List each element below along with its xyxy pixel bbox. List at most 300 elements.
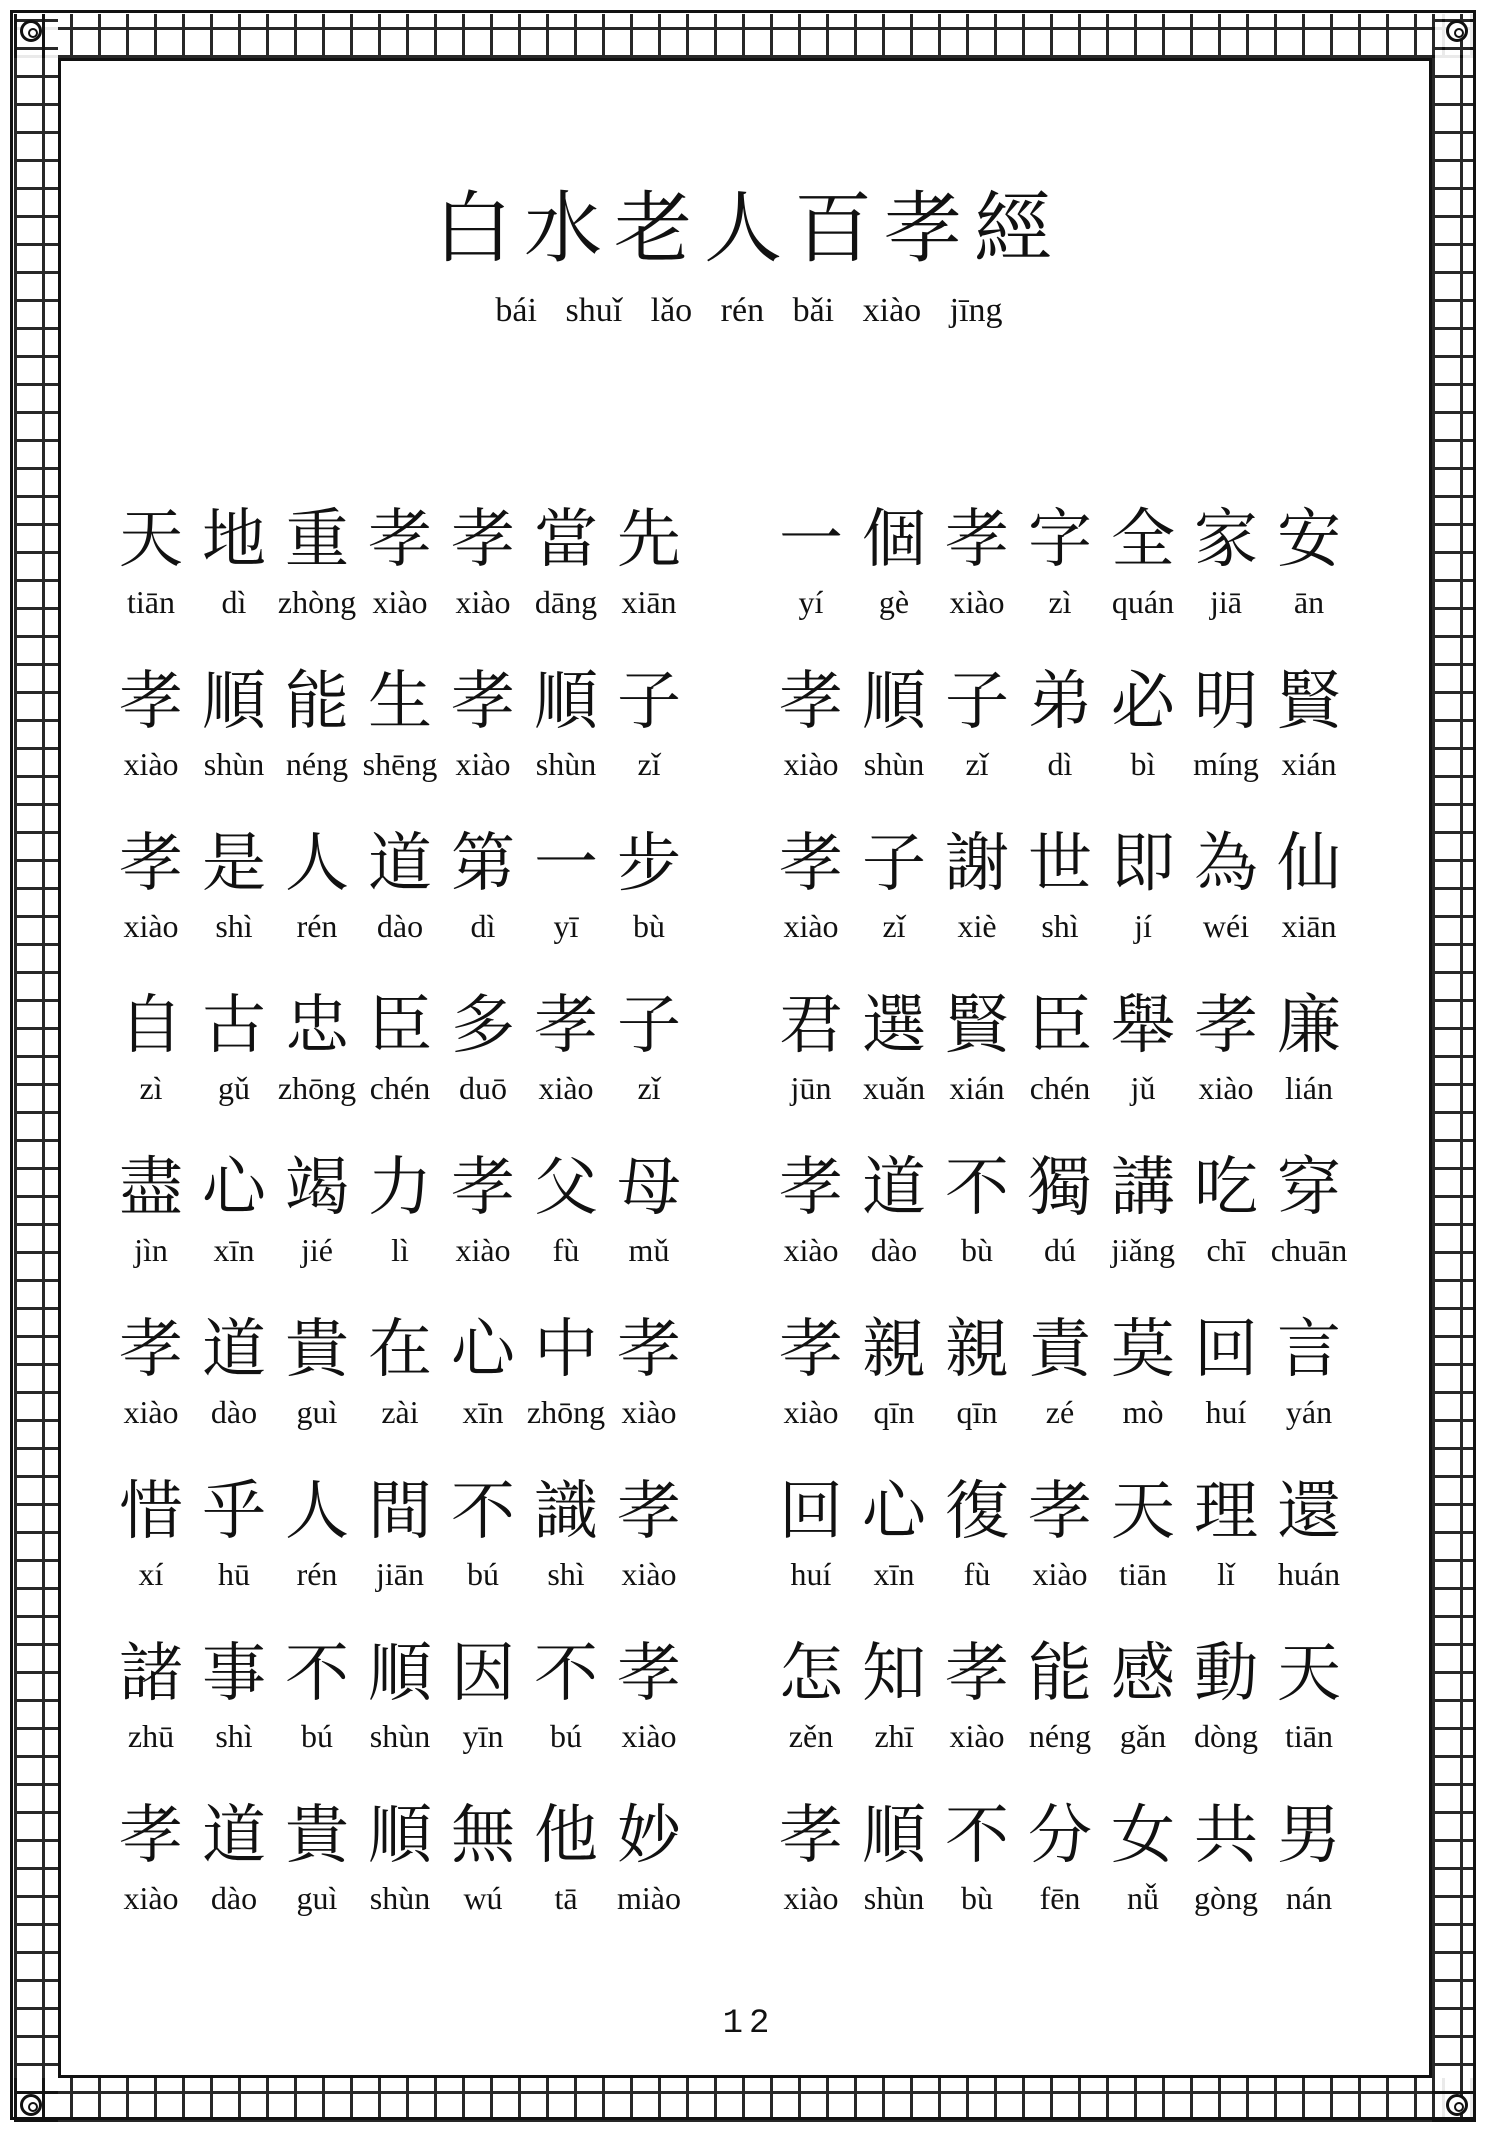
verse-line xyxy=(770,986,1390,1148)
pinyin-syllable: zhū xyxy=(127,1718,175,1754)
pinyin-syllable: xiào xyxy=(123,1394,179,1430)
pinyin-syllable: nán xyxy=(1285,1880,1333,1916)
verse-hanzi xyxy=(110,824,690,904)
pinyin-syllable: dòng xyxy=(1194,1718,1258,1754)
hanzi-character: 講 xyxy=(1111,1151,1175,1225)
pinyin-syllable: bú xyxy=(467,1556,499,1592)
verse-line xyxy=(110,1310,770,1472)
pinyin-syllable: xiào xyxy=(1032,1556,1088,1592)
hanzi-character: 竭 xyxy=(285,1151,349,1225)
verse-pinyin xyxy=(110,744,690,784)
pinyin-syllable: hū xyxy=(218,1556,250,1592)
pinyin-syllable: huí xyxy=(790,1556,832,1592)
hanzi-character: 孝 xyxy=(1194,989,1258,1063)
hanzi-character: 孝 xyxy=(617,1475,681,1549)
hanzi-character: 地 xyxy=(202,503,266,577)
hanzi-character: 孝 xyxy=(451,1151,515,1225)
hanzi-character: 家 xyxy=(1194,503,1258,577)
pinyin-syllable: dào xyxy=(870,1232,918,1268)
hanzi-character: 諸 xyxy=(119,1637,183,1711)
hanzi-character: 孝 xyxy=(617,1637,681,1711)
hanzi-character: 步 xyxy=(617,827,681,901)
hanzi-character: 生 xyxy=(368,665,432,739)
pinyin-syllable: shùn xyxy=(863,746,925,782)
hanzi-character: 廉 xyxy=(1277,989,1341,1063)
pinyin-syllable: shēng xyxy=(362,746,438,782)
verse-hanzi xyxy=(110,1310,690,1390)
pinyin-syllable: huán xyxy=(1277,1556,1341,1592)
pinyin-syllable: jūn xyxy=(790,1070,832,1106)
pinyin-syllable: huí xyxy=(1205,1394,1247,1430)
pinyin-syllable: shùn xyxy=(369,1718,431,1754)
pinyin-syllable: xiào xyxy=(123,1880,179,1916)
pinyin-syllable: chuān xyxy=(1270,1232,1348,1268)
verse-pinyin xyxy=(770,1068,1350,1108)
pinyin-syllable: wéi xyxy=(1202,908,1250,944)
hanzi-character: 親 xyxy=(862,1313,926,1387)
page-title: 白水老人百孝經 xyxy=(433,184,1064,274)
hanzi-character: 道 xyxy=(202,1799,266,1873)
pinyin-syllable: xiào xyxy=(123,908,179,944)
hanzi-character: 先 xyxy=(617,503,681,577)
hanzi-character: 父 xyxy=(534,1151,598,1225)
hanzi-character: 孝 xyxy=(119,1313,183,1387)
verse-hanzi xyxy=(110,1148,690,1228)
hanzi-character: 在 xyxy=(368,1313,432,1387)
pinyin-syllable: lǐ xyxy=(1217,1556,1235,1592)
hanzi-character: 理 xyxy=(1194,1475,1258,1549)
hanzi-character: 孝 xyxy=(779,665,843,739)
hanzi-character: 感 xyxy=(1111,1637,1175,1711)
pinyin-syllable: gòng xyxy=(1194,1880,1258,1916)
pinyin-syllable: jiǎng xyxy=(1111,1232,1175,1268)
pinyin-syllable: shì xyxy=(1041,908,1079,944)
pinyin-syllable: xīn xyxy=(873,1556,915,1592)
pinyin-syllable: shùn xyxy=(369,1880,431,1916)
page-number: 12 xyxy=(722,2005,776,2043)
pinyin-syllable: xí xyxy=(138,1556,164,1592)
hanzi-character: 心 xyxy=(451,1313,515,1387)
hanzi-character: 個 xyxy=(862,503,926,577)
verse-hanzi xyxy=(110,662,690,742)
hanzi-character: 孝 xyxy=(368,503,432,577)
pinyin-syllable: fù xyxy=(963,1556,991,1592)
verse-pinyin xyxy=(770,1230,1350,1270)
hanzi-character: 即 xyxy=(1111,827,1175,901)
pinyin-syllable: xiào xyxy=(783,1232,839,1268)
verse-pinyin xyxy=(110,582,690,622)
hanzi-character: 仙 xyxy=(1277,827,1341,901)
hanzi-character: 賢 xyxy=(1277,665,1341,739)
hanzi-character: 君 xyxy=(779,989,843,1063)
hanzi-character: 心 xyxy=(862,1475,926,1549)
pinyin-syllable: jiān xyxy=(376,1556,424,1592)
hanzi-character: 順 xyxy=(368,1799,432,1873)
pinyin-syllable: xiào xyxy=(372,584,428,620)
pinyin-syllable: xiào xyxy=(783,908,839,944)
hanzi-character: 孝 xyxy=(945,503,1009,577)
hanzi-character: 順 xyxy=(202,665,266,739)
hanzi-character: 母 xyxy=(617,1151,681,1225)
pinyin-syllable: qīn xyxy=(873,1394,915,1430)
hanzi-character: 男 xyxy=(1277,1799,1341,1873)
pinyin-syllable: chén xyxy=(369,1070,431,1106)
hanzi-character: 人 xyxy=(285,827,349,901)
corner-ornament-icon xyxy=(20,2094,42,2116)
pinyin-syllable: bú xyxy=(550,1718,582,1754)
verse-pinyin xyxy=(770,1392,1350,1432)
pinyin-syllable: yī xyxy=(553,908,579,944)
verse-line xyxy=(110,824,770,986)
pinyin-syllable: rén xyxy=(296,1556,338,1592)
hanzi-character: 全 xyxy=(1111,503,1175,577)
pinyin-syllable: zhōng xyxy=(526,1394,606,1430)
hanzi-character: 親 xyxy=(945,1313,1009,1387)
pinyin-syllable: xiào xyxy=(455,746,511,782)
pinyin-syllable: dì xyxy=(1047,746,1073,782)
pinyin-syllable: chén xyxy=(1029,1070,1091,1106)
pinyin-syllable: shùn xyxy=(203,746,265,782)
pinyin-syllable: bú xyxy=(301,1718,333,1754)
pinyin-syllable: xiān xyxy=(1281,908,1337,944)
pinyin-syllable: tā xyxy=(554,1880,578,1916)
verse-hanzi xyxy=(770,1796,1350,1876)
hanzi-character: 子 xyxy=(617,989,681,1063)
pinyin-syllable: quán xyxy=(1111,584,1175,620)
hanzi-character: 孝 xyxy=(779,1151,843,1225)
hanzi-character: 順 xyxy=(862,1799,926,1873)
hanzi-character: 吃 xyxy=(1194,1151,1258,1225)
pinyin-syllable: dú xyxy=(1044,1232,1076,1268)
hanzi-character: 乎 xyxy=(202,1475,266,1549)
pinyin-syllable: bù xyxy=(633,908,665,944)
pinyin-syllable: zhī xyxy=(874,1718,914,1754)
page-title-pinyin: bái shuǐ lǎo rén bǎi xiào jīng xyxy=(495,292,1003,329)
hanzi-character: 穿 xyxy=(1277,1151,1341,1225)
hanzi-character: 重 xyxy=(285,503,349,577)
hanzi-character: 回 xyxy=(1194,1313,1258,1387)
pinyin-syllable: miào xyxy=(617,1880,681,1916)
hanzi-character: 他 xyxy=(534,1799,598,1873)
hanzi-character: 一 xyxy=(779,503,843,577)
verse-pinyin xyxy=(110,1878,690,1918)
pinyin-syllable: xiào xyxy=(949,1718,1005,1754)
hanzi-character: 孝 xyxy=(451,665,515,739)
hanzi-character: 間 xyxy=(368,1475,432,1549)
pinyin-syllable: xián xyxy=(1281,746,1337,782)
hanzi-character: 盡 xyxy=(119,1151,183,1225)
pinyin-syllable: zǐ xyxy=(965,746,989,782)
verse-grid xyxy=(110,500,1390,1960)
pinyin-syllable: yīn xyxy=(462,1718,504,1754)
verse-line xyxy=(770,1796,1390,1958)
hanzi-character: 孝 xyxy=(779,1799,843,1873)
pinyin-syllable: dāng xyxy=(534,584,598,620)
hanzi-character: 天 xyxy=(1277,1637,1341,1711)
hanzi-character: 選 xyxy=(862,989,926,1063)
verse-hanzi xyxy=(770,662,1350,742)
pinyin-syllable: jié xyxy=(301,1232,333,1268)
hanzi-character: 子 xyxy=(945,665,1009,739)
corner-ornament-icon xyxy=(1446,20,1468,42)
hanzi-character: 安 xyxy=(1277,503,1341,577)
verse-line xyxy=(770,662,1390,824)
pinyin-syllable: rén xyxy=(296,908,338,944)
pinyin-syllable: xiào xyxy=(783,1394,839,1430)
hanzi-character: 動 xyxy=(1194,1637,1258,1711)
hanzi-character: 子 xyxy=(862,827,926,901)
pinyin-syllable: xiào xyxy=(455,584,511,620)
hanzi-character: 惜 xyxy=(119,1475,183,1549)
hanzi-character: 弟 xyxy=(1028,665,1092,739)
hanzi-character: 世 xyxy=(1028,827,1092,901)
hanzi-character: 人 xyxy=(285,1475,349,1549)
hanzi-character: 不 xyxy=(285,1637,349,1711)
pinyin-syllable: gè xyxy=(878,584,910,620)
hanzi-character: 當 xyxy=(534,503,598,577)
hanzi-character: 天 xyxy=(119,503,183,577)
hanzi-character: 無 xyxy=(451,1799,515,1873)
hanzi-character: 忠 xyxy=(285,989,349,1063)
hanzi-character: 臣 xyxy=(368,989,432,1063)
hanzi-character: 貴 xyxy=(285,1313,349,1387)
verse-pinyin xyxy=(770,582,1350,622)
pinyin-syllable: xiào xyxy=(621,1718,677,1754)
verse-pinyin xyxy=(770,906,1350,946)
hanzi-character: 子 xyxy=(617,665,681,739)
hanzi-character: 莫 xyxy=(1111,1313,1175,1387)
hanzi-character: 共 xyxy=(1194,1799,1258,1873)
verse-line xyxy=(110,1148,770,1310)
pinyin-syllable: chī xyxy=(1206,1232,1246,1268)
pinyin-syllable: xiào xyxy=(783,746,839,782)
hanzi-character: 回 xyxy=(779,1475,843,1549)
verse-hanzi xyxy=(110,1472,690,1552)
pinyin-syllable: yí xyxy=(798,584,824,620)
hanzi-character: 復 xyxy=(945,1475,1009,1549)
pinyin-syllable: jí xyxy=(1134,908,1152,944)
pinyin-syllable: xīn xyxy=(213,1232,255,1268)
hanzi-character: 孝 xyxy=(119,827,183,901)
verse-pinyin xyxy=(110,1554,690,1594)
pinyin-syllable: xiào xyxy=(123,746,179,782)
verse-hanzi xyxy=(770,500,1350,580)
verse-hanzi xyxy=(770,1472,1350,1552)
hanzi-character: 多 xyxy=(451,989,515,1063)
hanzi-character: 道 xyxy=(862,1151,926,1225)
pinyin-syllable: xián xyxy=(949,1070,1005,1106)
hanzi-character: 一 xyxy=(534,827,598,901)
verse-pinyin xyxy=(770,1554,1350,1594)
pinyin-syllable: guì xyxy=(296,1880,338,1916)
hanzi-character: 心 xyxy=(202,1151,266,1225)
pinyin-syllable: bì xyxy=(1130,746,1156,782)
pinyin-syllable: dào xyxy=(210,1394,258,1430)
hanzi-character: 必 xyxy=(1111,665,1175,739)
hanzi-character: 字 xyxy=(1028,503,1092,577)
pinyin-syllable: dào xyxy=(210,1880,258,1916)
pinyin-syllable: ān xyxy=(1293,584,1325,620)
pinyin-syllable: guì xyxy=(296,1394,338,1430)
verse-pinyin xyxy=(770,1878,1350,1918)
pinyin-syllable: tiān xyxy=(127,584,175,620)
pinyin-syllable: tiān xyxy=(1119,1556,1167,1592)
hanzi-character: 道 xyxy=(202,1313,266,1387)
pinyin-syllable: zì xyxy=(139,1070,163,1106)
pinyin-syllable: xiè xyxy=(957,908,997,944)
pinyin-syllable: xiào xyxy=(783,1880,839,1916)
pinyin-syllable: zǐ xyxy=(637,1070,661,1106)
hanzi-character: 能 xyxy=(1028,1637,1092,1711)
hanzi-character: 知 xyxy=(862,1637,926,1711)
hanzi-character: 順 xyxy=(534,665,598,739)
hanzi-character: 不 xyxy=(451,1475,515,1549)
pinyin-syllable: xiào xyxy=(455,1232,511,1268)
pinyin-syllable: xīn xyxy=(462,1394,504,1430)
verse-line xyxy=(110,500,770,662)
pinyin-syllable: xiào xyxy=(621,1394,677,1430)
pinyin-syllable: dì xyxy=(470,908,496,944)
pinyin-syllable: bù xyxy=(961,1232,993,1268)
hanzi-character: 獨 xyxy=(1028,1151,1092,1225)
verse-pinyin xyxy=(770,744,1350,784)
verse-pinyin xyxy=(770,1716,1350,1756)
verse-pinyin xyxy=(110,906,690,946)
hanzi-character: 因 xyxy=(451,1637,515,1711)
pinyin-syllable: zěn xyxy=(788,1718,834,1754)
pinyin-syllable: xuǎn xyxy=(862,1070,926,1106)
hanzi-character: 道 xyxy=(368,827,432,901)
pinyin-syllable: duō xyxy=(459,1070,507,1106)
hanzi-character: 識 xyxy=(534,1475,598,1549)
verse-pinyin xyxy=(110,1716,690,1756)
hanzi-character: 孝 xyxy=(119,665,183,739)
verse-line xyxy=(110,662,770,824)
verse-hanzi xyxy=(770,824,1350,904)
pinyin-syllable: zǐ xyxy=(882,908,906,944)
verse-hanzi xyxy=(110,986,690,1066)
verse-line xyxy=(770,500,1390,662)
hanzi-character: 中 xyxy=(534,1313,598,1387)
hanzi-character: 孝 xyxy=(451,503,515,577)
verse-line xyxy=(770,1634,1390,1796)
hanzi-character: 責 xyxy=(1028,1313,1092,1387)
hanzi-character: 孝 xyxy=(779,827,843,901)
hanzi-character: 是 xyxy=(202,827,266,901)
pinyin-syllable: gǔ xyxy=(218,1070,250,1106)
hanzi-character: 為 xyxy=(1194,827,1258,901)
pinyin-syllable: xiān xyxy=(621,584,677,620)
hanzi-character: 貴 xyxy=(285,1799,349,1873)
verse-hanzi xyxy=(770,1634,1350,1714)
pinyin-syllable: shì xyxy=(215,908,253,944)
hanzi-character: 第 xyxy=(451,827,515,901)
verse-pinyin xyxy=(110,1230,690,1270)
pinyin-syllable: zé xyxy=(1045,1394,1075,1430)
pinyin-syllable: shì xyxy=(215,1718,253,1754)
pinyin-syllable: mò xyxy=(1122,1394,1164,1430)
verse-line xyxy=(770,1148,1390,1310)
hanzi-character: 孝 xyxy=(1028,1475,1092,1549)
pinyin-syllable: zài xyxy=(381,1394,419,1430)
pinyin-syllable: xiào xyxy=(538,1070,594,1106)
hanzi-character: 臣 xyxy=(1028,989,1092,1063)
hanzi-character: 舉 xyxy=(1111,989,1175,1063)
verse-line xyxy=(770,1472,1390,1634)
verse-line xyxy=(110,1634,770,1796)
hanzi-character: 孝 xyxy=(534,989,598,1063)
hanzi-character: 賢 xyxy=(945,989,1009,1063)
hanzi-character: 孝 xyxy=(617,1313,681,1387)
verse-pinyin xyxy=(110,1068,690,1108)
verse-line xyxy=(110,1796,770,1958)
hanzi-character: 孝 xyxy=(779,1313,843,1387)
verse-pinyin xyxy=(110,1392,690,1432)
hanzi-character: 分 xyxy=(1028,1799,1092,1873)
hanzi-character: 怎 xyxy=(779,1637,843,1711)
pinyin-syllable: tiān xyxy=(1285,1718,1333,1754)
pinyin-syllable: lián xyxy=(1285,1070,1333,1106)
hanzi-character: 順 xyxy=(862,665,926,739)
pinyin-syllable: xiào xyxy=(1198,1070,1254,1106)
hanzi-character: 力 xyxy=(368,1151,432,1225)
pinyin-syllable: mǔ xyxy=(628,1232,670,1268)
corner-ornament-icon xyxy=(20,20,42,42)
pinyin-syllable: fù xyxy=(552,1232,580,1268)
pinyin-syllable: nǚ xyxy=(1127,1880,1159,1916)
hanzi-character: 妙 xyxy=(617,1799,681,1873)
verse-hanzi xyxy=(770,1148,1350,1228)
corner-ornament-icon xyxy=(1446,2094,1468,2116)
verse-hanzi xyxy=(110,500,690,580)
hanzi-character: 言 xyxy=(1277,1313,1341,1387)
pinyin-syllable: shùn xyxy=(863,1880,925,1916)
verse-hanzi xyxy=(110,1634,690,1714)
hanzi-character: 古 xyxy=(202,989,266,1063)
pinyin-syllable: zhōng xyxy=(277,1070,357,1106)
hanzi-character: 天 xyxy=(1111,1475,1175,1549)
hanzi-character: 順 xyxy=(368,1637,432,1711)
hanzi-character: 謝 xyxy=(945,827,1009,901)
hanzi-character: 孝 xyxy=(119,1799,183,1873)
pinyin-syllable: néng xyxy=(285,746,349,782)
pinyin-syllable: yán xyxy=(1285,1394,1333,1430)
pinyin-syllable: dào xyxy=(376,908,424,944)
hanzi-character: 明 xyxy=(1194,665,1258,739)
pinyin-syllable: wú xyxy=(463,1880,503,1916)
pinyin-syllable: jìn xyxy=(134,1232,168,1268)
verse-line xyxy=(770,1310,1390,1472)
pinyin-syllable: qīn xyxy=(956,1394,998,1430)
pinyin-syllable: zì xyxy=(1048,584,1072,620)
pinyin-syllable: lì xyxy=(391,1232,409,1268)
pinyin-syllable: xiào xyxy=(621,1556,677,1592)
pinyin-syllable: gǎn xyxy=(1119,1718,1167,1754)
pinyin-syllable: shì xyxy=(547,1556,585,1592)
pinyin-syllable: xiào xyxy=(949,584,1005,620)
pinyin-syllable: bù xyxy=(961,1880,993,1916)
pinyin-syllable: shùn xyxy=(535,746,597,782)
verse-hanzi xyxy=(770,1310,1350,1390)
pinyin-syllable: jiā xyxy=(1210,584,1242,620)
hanzi-character: 能 xyxy=(285,665,349,739)
verse-line xyxy=(110,986,770,1148)
hanzi-character: 事 xyxy=(202,1637,266,1711)
hanzi-character: 不 xyxy=(945,1151,1009,1225)
verse-line xyxy=(110,1472,770,1634)
verse-hanzi xyxy=(770,986,1350,1066)
pinyin-syllable: jǔ xyxy=(1130,1070,1156,1106)
